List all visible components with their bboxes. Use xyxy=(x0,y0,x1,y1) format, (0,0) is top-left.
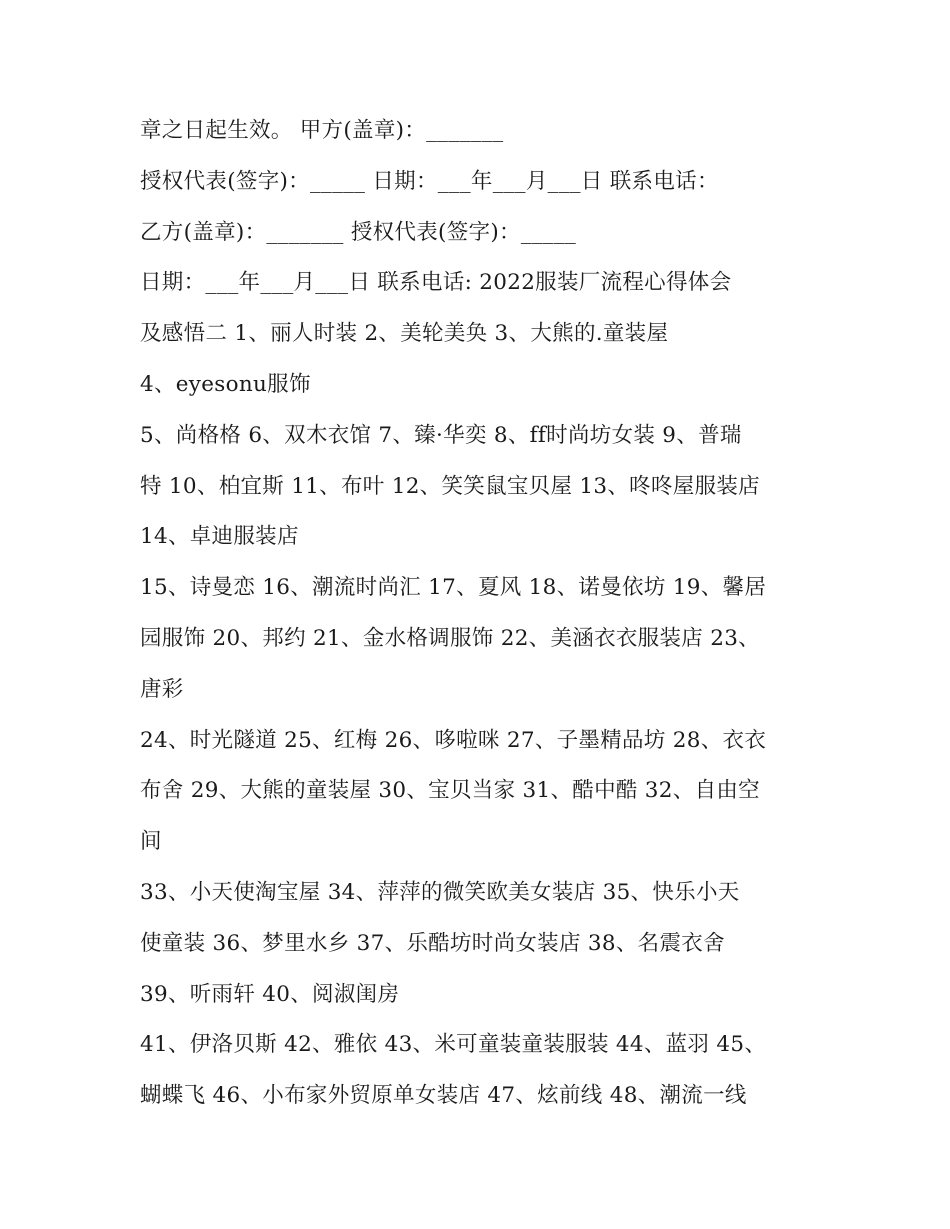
text-line: 33、小天使淘宝屋 34、萍萍的微笑欧美女装店 35、快乐小天 xyxy=(140,879,740,905)
text-line: 章之日起生效。 甲方(盖章)：_______ xyxy=(140,118,504,143)
text-line: 使童装 36、梦里水乡 37、乐酷坊时尚女装店 38、名震衣舍 xyxy=(140,930,725,956)
text-line: 蝴蝶飞 46、小布家外贸原单女装店 47、炫前线 48、潮流一线 xyxy=(140,1083,747,1109)
text-line: 14、卓迪服装店 xyxy=(140,524,299,550)
text-line: 授权代表(签字)：_____ 日期：___年___月___日 联系电话： xyxy=(140,168,719,194)
text-line: 5、尚格格 6、双木衣馆 7、臻·华奕 8、ff时尚坊女装 9、普瑞 xyxy=(140,422,742,448)
text-line: 间 xyxy=(140,829,162,855)
text-line: 及感悟二 1、丽人时装 2、美轮美奂 3、大熊的.童装屋 xyxy=(140,321,669,347)
document-body xyxy=(140,106,820,1122)
text-line: 园服饰 20、邦约 21、金水格调服饰 22、美涵衣衣服装店 23、 xyxy=(140,625,760,651)
text-line: 39、听雨轩 40、阅淑闺房 xyxy=(140,981,400,1007)
text-line: 日期：___年___月___日 联系电话: 2022服装厂流程心得体会 xyxy=(140,270,732,296)
text-line: 41、伊洛贝斯 42、雅依 43、米可童装童装服装 44、蓝羽 45、 xyxy=(140,1032,767,1058)
text-line: 布舍 29、大熊的童装屋 30、宝贝当家 31、酷中酷 32、自由空 xyxy=(140,778,760,804)
text-line: 4、eyesonu服饰 xyxy=(140,371,311,397)
text-line: 15、诗曼恋 16、潮流时尚汇 17、夏风 18、诺曼依坊 19、馨居 xyxy=(140,575,767,601)
text-line: 乙方(盖章)：_______ 授权代表(签字)：_____ xyxy=(140,219,577,245)
text-line: 特 10、柏宜斯 11、布叶 12、笑笑鼠宝贝屋 13、咚咚屋服装店 xyxy=(140,473,760,499)
text-line: 24、时光隧道 25、红梅 26、哆啦咪 27、子墨精品坊 28、衣衣 xyxy=(140,727,767,753)
text-line: 唐彩 xyxy=(140,676,184,702)
